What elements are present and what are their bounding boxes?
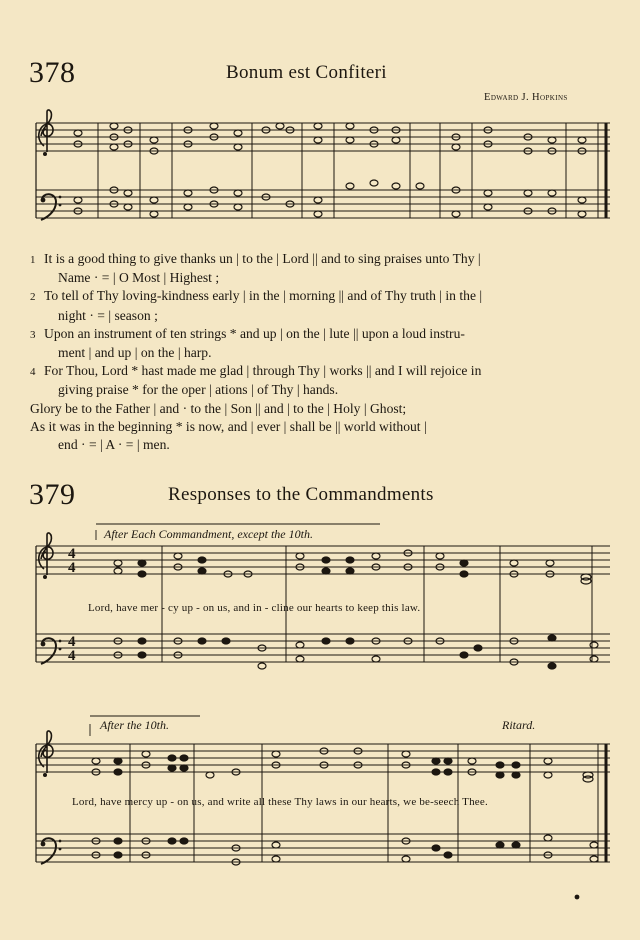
verse-4-line-1: 4 For Thou, Lord * hast made me glad | through Thy | works || and I will rejoice in [30, 363, 482, 379]
verse-3-line-1: 3 Upon an instrument of ten strings * and up | on the | lute || upon a loud instru- [30, 325, 465, 341]
page-mark [575, 895, 580, 900]
svg-text:4: 4 [68, 648, 76, 664]
hymn-378-composer: Edward J. Hopkins [484, 92, 568, 103]
ritard-marking: Ritard. [502, 718, 536, 732]
lyrics-response-1: Lord, have mer - cy up - on us, and in - cline our hearts to keep this law. [88, 602, 421, 614]
lyrics-response-2: Lord, have mercy up - on us, and write all these Thy laws in our hearts, we be-seech Thee. [72, 796, 488, 808]
direction-after-each-commandment: After Each Commandment, except the 10th. [104, 527, 313, 541]
gloria-line-3: end · = | A · = | men. [58, 437, 170, 453]
svg-text:4: 4 [68, 546, 76, 562]
hymn-378-number: 378 [29, 56, 76, 89]
verse-4-line-2: giving praise * for the oper | ations | of Thy | hands. [58, 382, 339, 398]
direction-after-the-10th: After the 10th. [100, 718, 169, 732]
verse-1-line-2: Name · = | O Most | Highest ; [58, 270, 220, 286]
verse-2-line-1: 2 To tell of Thy loving-kindness early | in the | morning || and of Thy truth | in the | [30, 288, 483, 304]
svg-text:4: 4 [68, 560, 76, 576]
hymn-379-title: Responses to the Commandments [168, 484, 434, 505]
gloria-line-2: As it was in the beginning * is now, and | ever | shall be || world without | [30, 418, 427, 434]
verse-3-line-2: ment | and up | on the | harp. [58, 345, 212, 361]
hymn-378-text [30, 250, 615, 454]
verse-1-line-1: 1 It is a good thing to give thanks un | to the | Lord || and to sing praises unto Thy | [30, 251, 481, 266]
gloria-line-1: Glory be to the Father | and · to the | Son || and | to the | Holy | Ghost; [30, 400, 407, 416]
verse-2-line-2: night · = | season ; [58, 307, 158, 323]
hymn-379-number: 379 [29, 478, 76, 511]
svg-text:4: 4 [68, 634, 76, 650]
hymn-378-title: Bonum est Confiteri [226, 62, 387, 83]
